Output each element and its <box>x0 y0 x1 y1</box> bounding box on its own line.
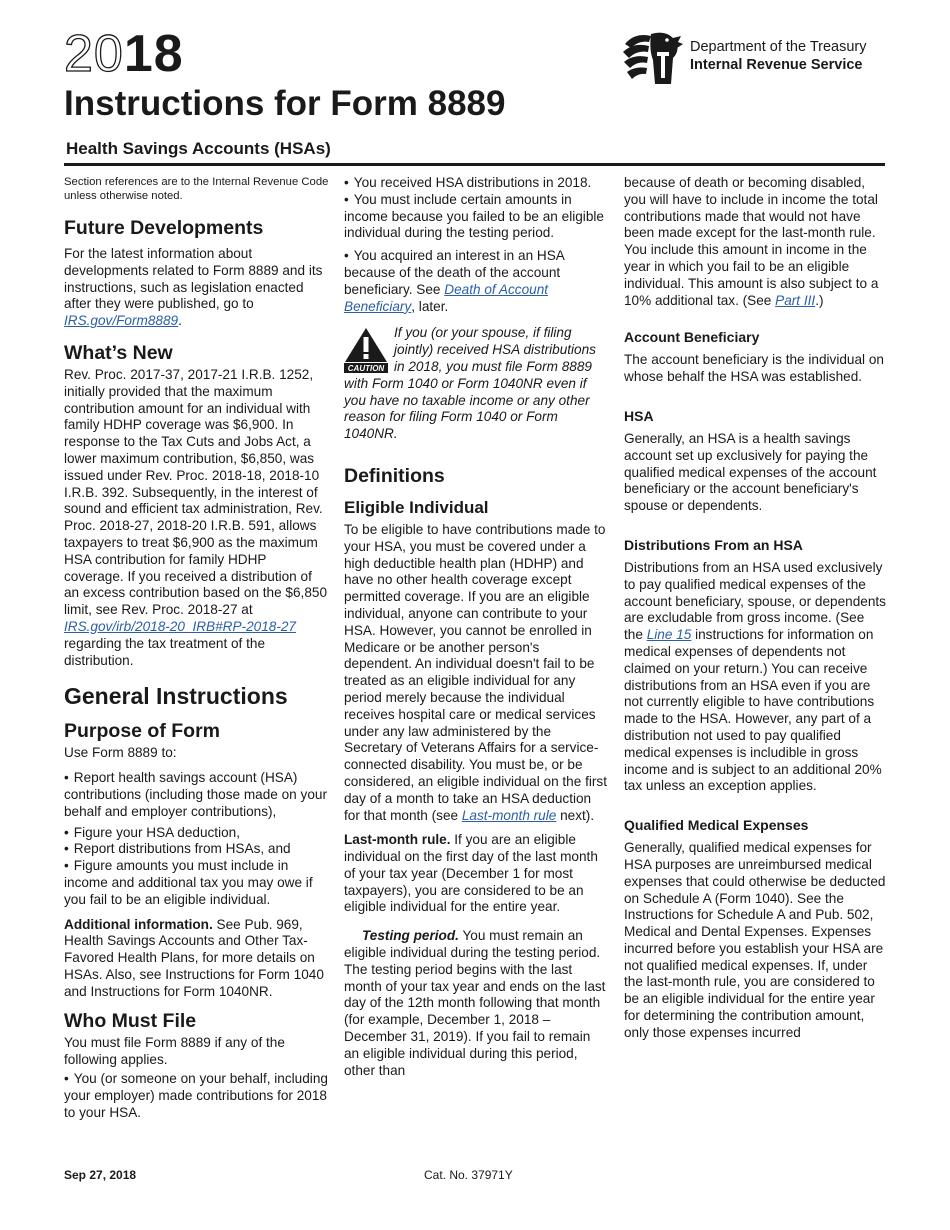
line-15-link[interactable]: Line 15 <box>646 627 692 643</box>
who-must-file-text: You must file Form 8889 if any of the following applies. <box>64 1035 285 1068</box>
death-of-account-beneficiary-link[interactable]: Death of Account Beneficiary <box>344 281 549 314</box>
qualified-medical-expenses-heading: Qualified Medical Expenses <box>624 817 809 834</box>
list-item: • Report health savings account (HSA) contributions (including those made on your behalf and employer contributions), <box>64 770 329 820</box>
caution-note: CAUTION If you (or your spouse, if filing jointly) received HSA distributions in 2018, you must file Form 8889 with Form 1040 or Form 1040NR even if you have no taxable income or any other reason for filing Form 1040 or Form 1040NR. <box>344 325 596 442</box>
list-item: • You acquired an interest in an HSA because of the death of the account beneficiary. See Death of Account Beneficiary, later. <box>344 248 608 315</box>
purpose-intro: Use Form 8889 to: <box>64 745 177 761</box>
last-month-rule-link[interactable]: Last-month rule <box>461 807 557 823</box>
list-item: • You (or someone on your behalf, including your employer) made contributions for 2018 to your HSA. <box>64 1071 329 1121</box>
future-developments-heading: Future Developments <box>64 217 264 239</box>
whats-new-text: Rev. Proc. 2017-37, 2017-21 I.R.B. 1252, initially provided that the maximum contribution amount for an individual with family HDHP coverage was $6,900. In response to the Tax Cuts and Jobs Act, a lower maximum contribution, $6,850, was issued under Rev. Proc. 2018-18, 2018-10 I.R.B. 392. Subsequently, in the interest of sound and efficient tax administration, Rev. Proc. 2018-27, 2018-20 I.R.B. 591, allows taxpayers to treat $6,900 as the maximum HSA contribution for family HDHP coverage. If you received a distribution of an excess contribution based on the $6,850 limit, see Rev. Proc. 2018-27 at IRS.gov/irb/2018-20_IRB#RP-2018-27 regarding the tax treatment of the distribution. <box>64 366 328 668</box>
purpose-list <box>64 770 329 908</box>
catalog-number: Cat. No. 37971Y <box>424 1168 513 1182</box>
caution-warning-icon <box>344 327 388 373</box>
column-2 <box>344 175 608 1087</box>
testing-period-text: Testing period. You must remain an eligible individual during the testing period. The testing period begins with the last month of your tax year and ends on the last day of the 12th month following that month (for example, December 1, 2018 – December 31, 2019). If you fail to remain an eligible individual during this period, other than <box>344 928 606 1078</box>
last-month-rule-text: Last-month rule. If you are an eligible individual on the first day of the last month of your tax year (December 1 for most taxpayers), you are considered to be an eligible individual for the entire year. <box>344 832 598 915</box>
additional-information: Additional information. See Pub. 969, Health Savings Accounts and Other Tax-Favored Health Plans, for more details on HSAs. Also, see Instructions for Form 1040 and Instructions for Form 1040NR. <box>64 916 324 999</box>
list-item: • Report distributions from HSAs, and <box>64 841 329 858</box>
irs-form8889-link[interactable]: IRS.gov/Form8889 <box>64 313 179 329</box>
future-developments-text: For the latest information about developments related to Form 8889 and its instructions, such as legislation enacted after they were published, go to IRS.gov/Form8889. <box>64 246 323 329</box>
list-item: • You must include certain amounts in income because you failed to be an eligible individual during the testing period. <box>344 192 608 242</box>
section-references: Section references are to the Internal Revenue Code unless otherwise noted. <box>64 176 329 202</box>
caution-label: CAUTION <box>347 364 385 374</box>
header-divider <box>64 163 885 166</box>
irb-link[interactable]: IRS.gov/irb/2018-20_IRB#RP-2018-27 <box>64 618 296 634</box>
hsa-text: Generally, an HSA is a health savings account set up exclusively for paying the qualified medical expenses of the account beneficiary or the account beneficiary's spouse or dependents. <box>624 430 877 514</box>
account-beneficiary-text: The account beneficiary is the individual on whose behalf the HSA was established. <box>624 352 884 385</box>
qualified-medical-expenses-text: Generally, qualified medical expenses for HSA purposes are unreimbursed medical expenses that could otherwise be deducted on Schedule A (Form 1040). See the Instructions for Schedule A and Pub. 502, Medical and Dental Expenses. Expenses incurred before you establish your HSA are not qualified medical expenses. If, under the last-month rule, you are considered to be an eligible individual for the entire year for determining the contribution amount, only those expenses incurred <box>624 840 886 1040</box>
who-must-file-heading: Who Must File <box>64 1010 197 1033</box>
purpose-heading: Purpose of Form <box>64 720 221 743</box>
form-year: 2018 <box>64 25 184 83</box>
column-1 <box>64 175 329 1125</box>
irs-eagle-logo-icon <box>621 30 687 86</box>
part-iii-link[interactable]: Part III <box>775 292 816 308</box>
distributions-text: Distributions from an HSA used exclusively to pay qualified medical expenses of the account beneficiary, spouse, or dependents are excludable from gross income. (See the Line 15 instructions for information on medical expenses of dependents not claimed on your return.) You can receive distributions from an HSA even if you are not currently eligible to have contributions made to the HSA. However, any part of a distribution not used to pay qualified medical expenses is includible in gross income and is subject to an additional 20% tax unless an exception applies. <box>624 559 886 794</box>
eligible-individual-heading: Eligible Individual <box>344 497 489 517</box>
agency-name: Department of the Treasury Internal Revenue Service <box>690 39 867 73</box>
last-month-rule-continued: because of death or becoming disabled, you will have to include in income the total contributions made that would not have been made except for the last-month rule. You include this amount in income in the year in which you fail to be an eligible individual. This amount is also subject to a 10% additional tax. (See Part III.) <box>624 175 879 308</box>
distributions-heading: Distributions From an HSA <box>624 536 803 553</box>
list-item: • You received HSA distributions in 2018. <box>344 175 608 192</box>
page-title: Instructions for Form 8889 <box>64 84 506 123</box>
list-item: • Figure your HSA deduction, <box>64 825 329 842</box>
definitions-heading: Definitions <box>344 464 445 487</box>
column-3 <box>624 175 886 1050</box>
account-beneficiary-heading: Account Beneficiary <box>624 329 760 346</box>
page-subtitle: Health Savings Accounts (HSAs) <box>66 139 331 158</box>
general-instructions-heading: General Instructions <box>64 683 288 710</box>
list-item: • Figure amounts you must include in income and additional tax you may owe if you fail to be an eligible individual. <box>64 858 329 908</box>
eligible-individual-text: To be eligible to have contributions made to your HSA, you must be covered under a high deductible health plan (HDHP) and have no other health coverage except permitted coverage. If you are an eligible individual, anyone can contribute to your HSA. However, you cannot be enrolled in Medicare or be another person's dependent. An individual doesn't fail to be treated as an eligible individual for any period merely because the individual receives hospital care or medical services under any law administered by the Secretary of Veterans Affairs for a service-connected disability. You must be, or be considered, an eligible individual on the first day of a month to take an HSA deduction for that month (see Last-month rule next). <box>344 521 607 823</box>
revision-date: Sep 27, 2018 <box>64 1168 137 1182</box>
hsa-heading: HSA <box>624 407 654 424</box>
whats-new-heading: What’s New <box>64 341 173 364</box>
